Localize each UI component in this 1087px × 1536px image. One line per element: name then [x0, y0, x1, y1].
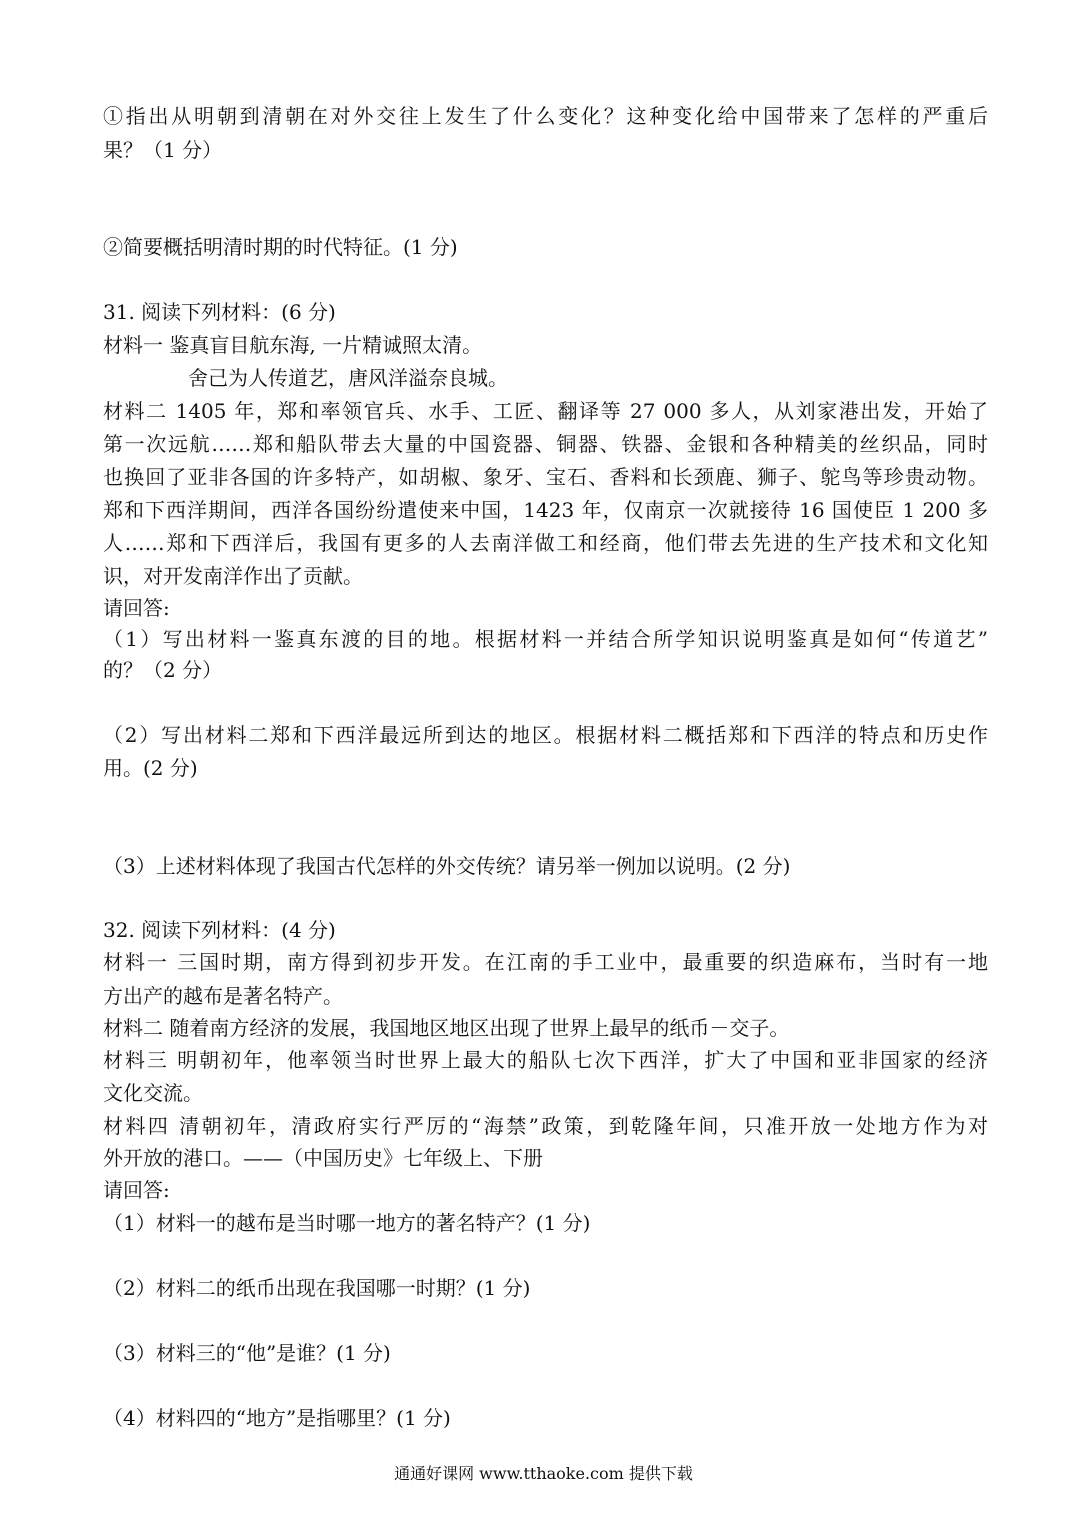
q32-material4-line1: 材料四 清朝初年，清政府实行严厉的“海禁”政策，到乾隆年间，只准开放一处地方作为对	[103, 1114, 988, 1138]
q31-material2-line: 也换回了亚非各国的许多特产，如胡椒、象牙、宝石、香料和长颈鹿、狮子、鸵鸟等珍贵动物。	[103, 465, 988, 489]
q32-header: 32. 阅读下列材料：(4 分)	[103, 918, 336, 942]
q32-material1-line2: 方出产的越布是著名特产。	[103, 984, 343, 1008]
q31-sub2-line1: （2）写出材料二郑和下西洋最远所到达的地区。根据材料二概括郑和下西洋的特点和历史作	[103, 723, 988, 747]
footer-download-note: 通通好课网 www.tthaoke.com 提供下载	[394, 1464, 693, 1483]
q30-sub2: ②简要概括明清时期的时代特征。(1 分)	[103, 235, 458, 259]
q32-sub2: （2）材料二的纸币出现在我国哪一时期？(1 分)	[103, 1276, 531, 1300]
q31-material2-line: 郑和下西洋期间，西洋各国纷纷遣使来中国，1423 年，仅南京一次就接待 16 国使臣 1 200 多	[103, 498, 988, 522]
q31-material2-line: 人……郑和下西洋后，我国有更多的人去南洋做工和经商，他们带去先进的生产技术和文化知	[103, 531, 988, 555]
q32-material2: 材料二 随着南方经济的发展，我国地区地区出现了世界上最早的纸币－交子。	[103, 1016, 790, 1040]
q31-material1-line2: 舍己为人传道艺，唐风洋溢奈良城。	[188, 366, 508, 390]
q32-material4-line2: 外开放的港口。——（中国历史》七年级上、下册	[103, 1146, 543, 1170]
q31-header: 31. 阅读下列材料：(6 分)	[103, 300, 336, 324]
q32-prompt: 请回答:	[103, 1178, 170, 1202]
q31-material2-line: 识，对开发南洋作出了贡献。	[103, 564, 363, 588]
q31-sub1-line1: （1）写出材料一鉴真东渡的目的地。根据材料一并结合所学知识说明鉴真是如何“传道艺”	[103, 627, 988, 651]
q32-material1-line1: 材料一 三国时期，南方得到初步开发。在江南的手工业中，最重要的织造麻布，当时有一地	[103, 950, 988, 974]
q32-sub3: （3）材料三的“他”是谁？(1 分)	[103, 1341, 391, 1365]
q30-sub1-line2: 果？（1 分）	[103, 138, 223, 162]
q31-material2-line: 材料二 1405 年，郑和率领官兵、水手、工匠、翻译等 27 000 多人，从刘家港出发，开始了	[103, 399, 988, 423]
q32-material3-line2: 文化交流。	[103, 1081, 203, 1105]
q31-material1-line1: 材料一 鉴真盲目航东海, 一片精诚照太清。	[103, 333, 483, 357]
q31-sub2-line2: 用。(2 分)	[103, 756, 198, 780]
q30-sub1-line1: ①指出从明朝到清朝在对外交往上发生了什么变化？这种变化给中国带来了怎样的严重后	[103, 104, 988, 128]
q32-sub4: （4）材料四的“地方”是指哪里？(1 分)	[103, 1406, 451, 1430]
q31-prompt: 请回答:	[103, 596, 170, 620]
q31-sub1-line2: 的？（2 分）	[103, 658, 223, 682]
q31-sub3: （3）上述材料体现了我国古代怎样的外交传统？请另举一例加以说明。(2 分)	[103, 854, 791, 878]
q31-material2-line: 第一次远航……郑和船队带去大量的中国瓷器、铜器、铁器、金银和各种精美的丝织品，同时	[103, 432, 988, 456]
q32-material3-line1: 材料三 明朝初年，他率领当时世界上最大的船队七次下西洋，扩大了中国和亚非国家的经济	[103, 1048, 988, 1072]
q32-sub1: （1）材料一的越布是当时哪一地方的著名特产？(1 分)	[103, 1211, 591, 1235]
